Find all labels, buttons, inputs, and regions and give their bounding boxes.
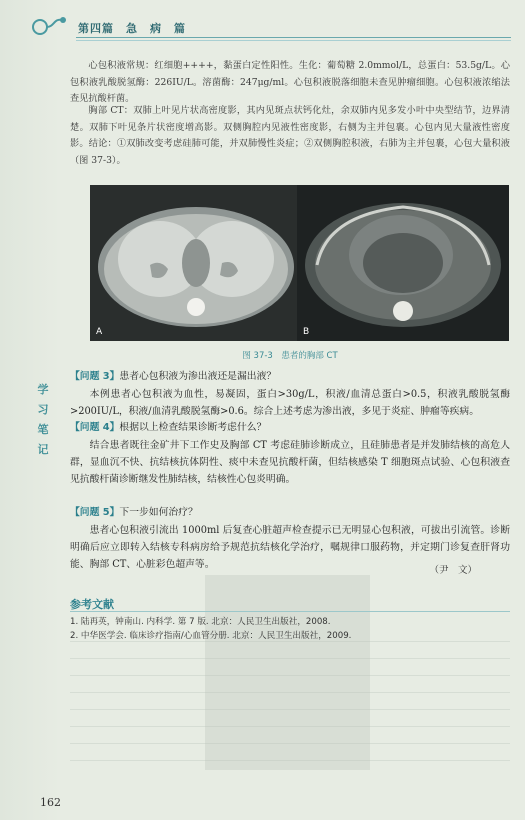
header-rule-thin [76, 40, 511, 41]
header-rule [76, 37, 511, 38]
question-4-text: 根据以上检查结果诊断考虑什么？ [119, 422, 267, 433]
bleedthrough-lines [70, 625, 510, 785]
question-5 [70, 504, 510, 521]
reference-1: 1. 陆再英，钟南山. 内科学. 第 7 版. 北京：人民卫生出版社，2008. [70, 617, 331, 627]
answer-5: 患者心包积液引流出 1000ml 后复查心脏超声检查提示已无明显心包积液，可拔出引流管。诊断明确后应立即转入结核专科病房给予规范抗结核化学治疗，嘱规律口服药物，并定期门诊复查肝肾功能、胸部 CT、心脏彩色超声等。 [70, 525, 510, 570]
chapter-heading: 第四篇 急 病 篇 [78, 22, 186, 35]
answer-3: 本例患者心包积液为血性，易凝固，蛋白>30g/L，积液/血清总蛋白>0.5，积液乳酸脱氢酶>200IU/L，积液/血清乳酸脱氢酶>0.6。综合上述考虑为渗出液，多见于炎症、肿瘤等疾病。 [70, 389, 510, 417]
stethoscope-logo-icon [32, 14, 72, 40]
page-gutter-shade [0, 0, 60, 820]
references-rule [70, 611, 510, 612]
author-credit: （尹 文） [429, 565, 477, 576]
ct-findings-paragraph: 胸部 CT：双肺上叶见片状高密度影，其内见斑点状钙化灶，余双肺内见多发小叶中央型结节，边界清楚。双肺下叶见条片状密度增高影。双侧胸腔内见液性密度影，右侧为主并包裹。心包内见大量液性密度影。结论：①双肺改变考虑硅肺可能，并双肺慢性炎症；②双侧胸腔积液，右肺为主并包裹，心包大量积液（图 37-3）。 [70, 105, 510, 166]
question-3-tag: 【问题 3】 [70, 371, 120, 382]
side-note-char-4: 记 [37, 443, 49, 456]
reference-2: 2. 中华医学会. 临床诊疗指南/心血管分册. 北京：人民卫生出版社，2009. [70, 631, 352, 641]
question-3-text: 患者心包积液为渗出液还是漏出液？ [119, 371, 277, 382]
side-note-char-1: 学 [37, 383, 49, 396]
references-heading: 参考文献 [70, 598, 114, 611]
lab-results-paragraph: 心包积液常规：红细胞++++，黏蛋白定性阳性。生化：葡萄糖 2.0mmol/L，总蛋白：53.5g/L。心包积液乳酸脱氢酶：226IU/L。溶菌酶：247μg/ml。心包积液脱落细胞未查见肿瘤细胞。心包积液浓缩法查见抗酸杆菌。 [70, 60, 510, 104]
question-4-tag: 【问题 4】 [70, 422, 120, 433]
page-number: 162 [40, 796, 61, 809]
question-3 [70, 368, 510, 385]
figure-label-a: A [96, 327, 103, 337]
figure-label-b: B [303, 327, 310, 337]
question-5-text: 下一步如何治疗？ [119, 507, 198, 518]
answer-4: 结合患者既往金矿井下工作史及胸部 CT 考虑硅肺诊断成立，且硅肺患者是并发肺结核的高危人群，显血沉不快、抗结核抗体阴性、痰中未查见抗酸杆菌，但结核感染 T 细胞斑点试验、心包积液查见抗酸杆菌诊断继发性肺结核，结核性心包炎明确。 [70, 440, 510, 485]
side-note-char-3: 笔 [37, 423, 49, 436]
question-4 [70, 419, 510, 436]
figure-caption: 图 37-3 患者的胸部 CT [242, 351, 338, 361]
side-note-char-2: 习 [37, 403, 49, 416]
running-header [0, 0, 525, 46]
ct-image-a [90, 185, 302, 341]
question-5-tag: 【问题 5】 [70, 507, 120, 518]
ct-image-b [297, 185, 509, 341]
